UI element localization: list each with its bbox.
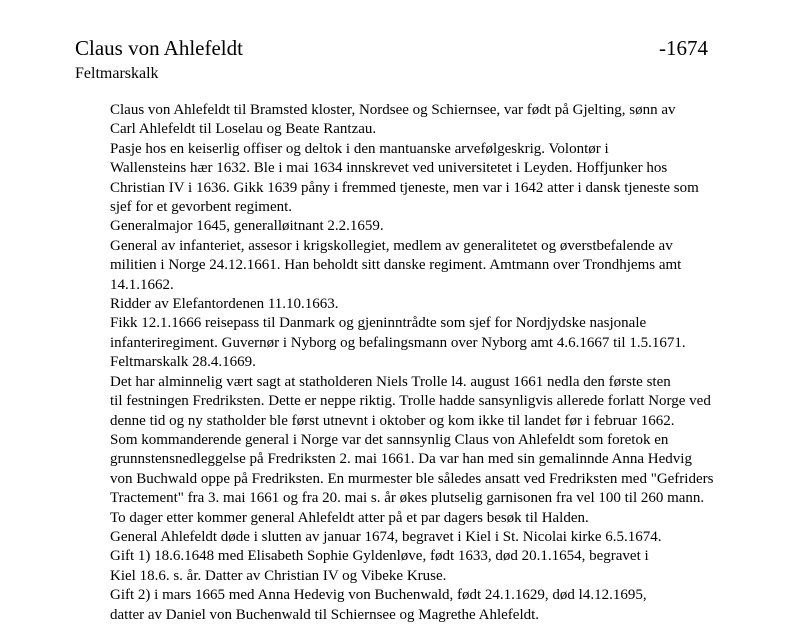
text-line: Tractement" fra 3. mai 1661 og fra 20. mai s. år økes plutselig garnisonen fra vel 100 til 260 mann.	[110, 490, 705, 507]
text-line: General av infanteriet, assesor i krigskollegiet, medlem av generalitetet og øverstbefalende av	[110, 237, 673, 254]
text-line: General Ahlefeldt døde i slutten av januar 1674, begravet i Kiel i St. Nicolai kirke 6.5.1674.	[110, 528, 662, 545]
biography-paragraph	[75, 431, 715, 528]
text-line: Claus von Ahlefeldt til Bramsted kloster, Nordsee og Schiernsee, var født på Gjelting, sønn av	[110, 102, 676, 118]
text-line: denne tid og ny statholder ble først utnevnt i oktober og kom ikke til landet før i februar 1662.	[110, 412, 675, 429]
text-line: Generalmajor 1645, generalløitnant 2.2.1659.	[110, 218, 384, 235]
text-line: To dager etter kommer general Ahlefeldt atter på et par dagers besøk til Halden.	[110, 509, 589, 526]
text-line: til festningen Fredriksten. Dette er neppe riktig. Trolle hadde sansynligvis allerede forlatt Norge ved	[110, 393, 711, 410]
text-line: Pasje hos en keiserlig offiser og deltok i den mantuanske arvefølgeskrig. Volontør i	[110, 140, 609, 157]
title-row	[75, 35, 715, 61]
text-line: 14.1.1662.	[110, 276, 174, 293]
biography-paragraph	[75, 101, 715, 140]
biography-paragraph	[75, 586, 715, 625]
text-line: infanteriregiment. Guvernør i Nyborg og befalingsmann over Nyborg amt 4.6.1667 til 1.5.1671.	[110, 334, 686, 351]
biography-body	[75, 101, 715, 625]
text-line: grunnstensnedleggelse på Fredriksten 2. mai 1661. Da var han med sin gemalinnde Anna Hedvig	[110, 451, 692, 468]
text-line: datter av Daniel von Buchenwald til Schiernsee og Magrethe Ahlefeldt.	[110, 606, 540, 623]
person-name: Claus von Ahlefeldt	[75, 36, 243, 60]
biography-paragraph	[75, 547, 715, 586]
text-line: von Buchwald oppe på Fredriksten. En murmester ble således ansatt ved Fredriksten med "Gefriders	[110, 470, 714, 487]
biography-paragraph	[75, 314, 715, 372]
text-line: militien i Norge 24.12.1661. Han beholdt sitt danske regiment. Amtmann over Trondhjems amt	[110, 257, 682, 274]
biography-paragraph	[75, 140, 715, 218]
text-line: Wallensteins hær 1632. Ble i mai 1634 innskrevet ved universitetet i Leyden. Hoffjunker hos	[110, 160, 668, 177]
biography-paragraph	[75, 528, 715, 547]
biography-paragraph	[75, 217, 715, 236]
text-line: Gift 1) 18.6.1648 med Elisabeth Sophie Gyldenløve, født 1633, død 20.1.1654, begravet i	[110, 548, 649, 565]
biography-paragraph	[75, 237, 715, 295]
document-page	[75, 35, 715, 625]
text-line: Christian IV i 1636. Gikk 1639 påny i fremmed tjeneste, men var i 1642 atter i dansk tjeneste som	[110, 179, 699, 196]
death-year: -1674	[659, 36, 708, 60]
text-line: Gift 2) i mars 1665 med Anna Hedevig von Buchenwald, født 24.1.1629, død l4.12.1695,	[110, 587, 647, 604]
biography-paragraph	[75, 373, 715, 431]
text-line: Feltmarskalk 28.4.1669.	[110, 354, 256, 371]
person-rank: Feltmarskalk	[75, 65, 159, 82]
text-line: sjef for et gevorbent regiment.	[110, 199, 293, 216]
text-line: Carl Ahlefeldt til Loselau og Beate Rantzau.	[110, 121, 377, 138]
biography-paragraph	[75, 295, 715, 314]
text-line: Fikk 12.1.1666 reisepass til Danmark og gjeninntrådte som sjef for Nordjydske nasjonale	[110, 315, 647, 332]
text-line: Kiel 18.6. s. år. Datter av Christian IV og Vibeke Kruse.	[110, 567, 447, 584]
text-line: Det har alminnelig vært sagt at statholderen Niels Trolle l4. august 1661 nedla den første sten	[110, 373, 671, 390]
text-line: Som kommanderende general i Norge var det sannsynlig Claus von Ahlefeldt som foretok en	[110, 431, 669, 448]
text-line: Ridder av Elefantordenen 11.10.1663.	[110, 296, 339, 313]
